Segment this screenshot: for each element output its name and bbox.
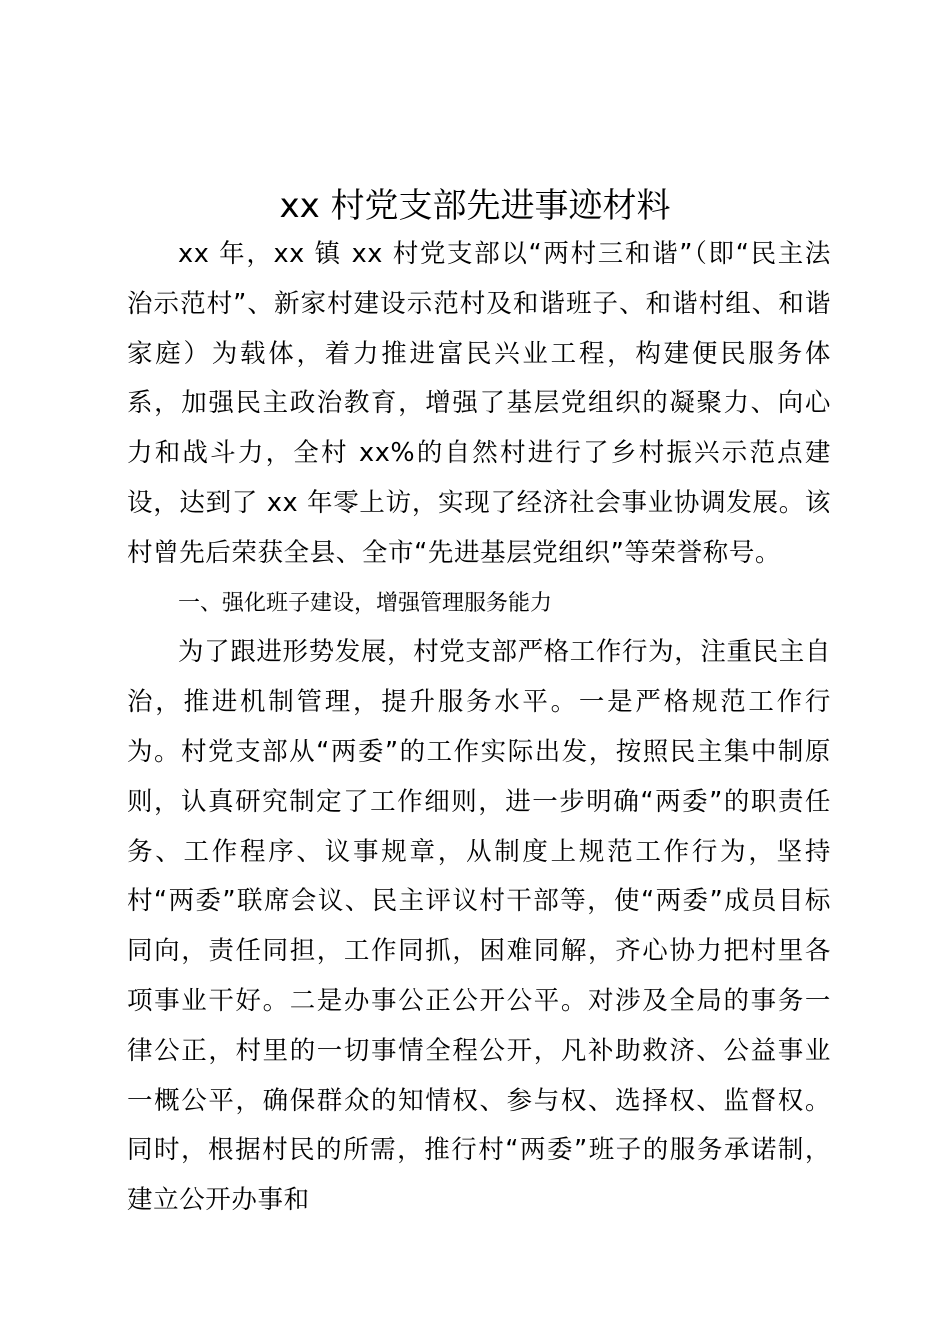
intro-paragraph: xx 年，xx 镇 xx 村党支部以“两村三和谐”（即“民主法治示范村”、新家村建设示范村及和谐班子、和谐村组、和谐家庭）为载体，着力推进富民兴业工程，构建便民服务体系，加强民主政治教育，增强了基层党组织的凝聚力、向心力和战斗力，全村 xx%的自然村进行了乡村振兴示范点建设，达到了 xx 年零上访，实现了经济社会事业协调发展。该村曾先后荣获全县、全市“先进基层党组织”等荣誉称号。 (127, 239, 831, 568)
section-paragraph: 为了跟进形势发展，村党支部严格工作行为，注重民主自治，推进机制管理，提升服务水平。一是严格规范工作行为。村党支部从“两委”的工作实际出发，按照民主集中制原则，认真研究制定了工作细则，进一步明确“两委”的职责任务、工作程序、议事规章，从制度上规范工作行为，坚持村“两委”联席会议、民主评议村干部等，使“两委”成员目标同向，责任同担，工作同抓，困难同解，齐心协力把村里各项事业干好。二是办事公正公开公平。对涉及全局的事务一律公正，村里的一切事情全程公开，凡补助救济、公益事业一概公平，确保群众的知情权、参与权、选择权、监督权。同时，根据村民的所需，推行村“两委”班子的服务承诺制，建立公开办事和 (127, 637, 831, 1216)
document-title: xx 村党支部先进事迹材料 (279, 186, 671, 226)
section-heading: 一、强化班子建设，增强管理服务能力 (178, 590, 553, 616)
document-body (127, 230, 831, 1226)
